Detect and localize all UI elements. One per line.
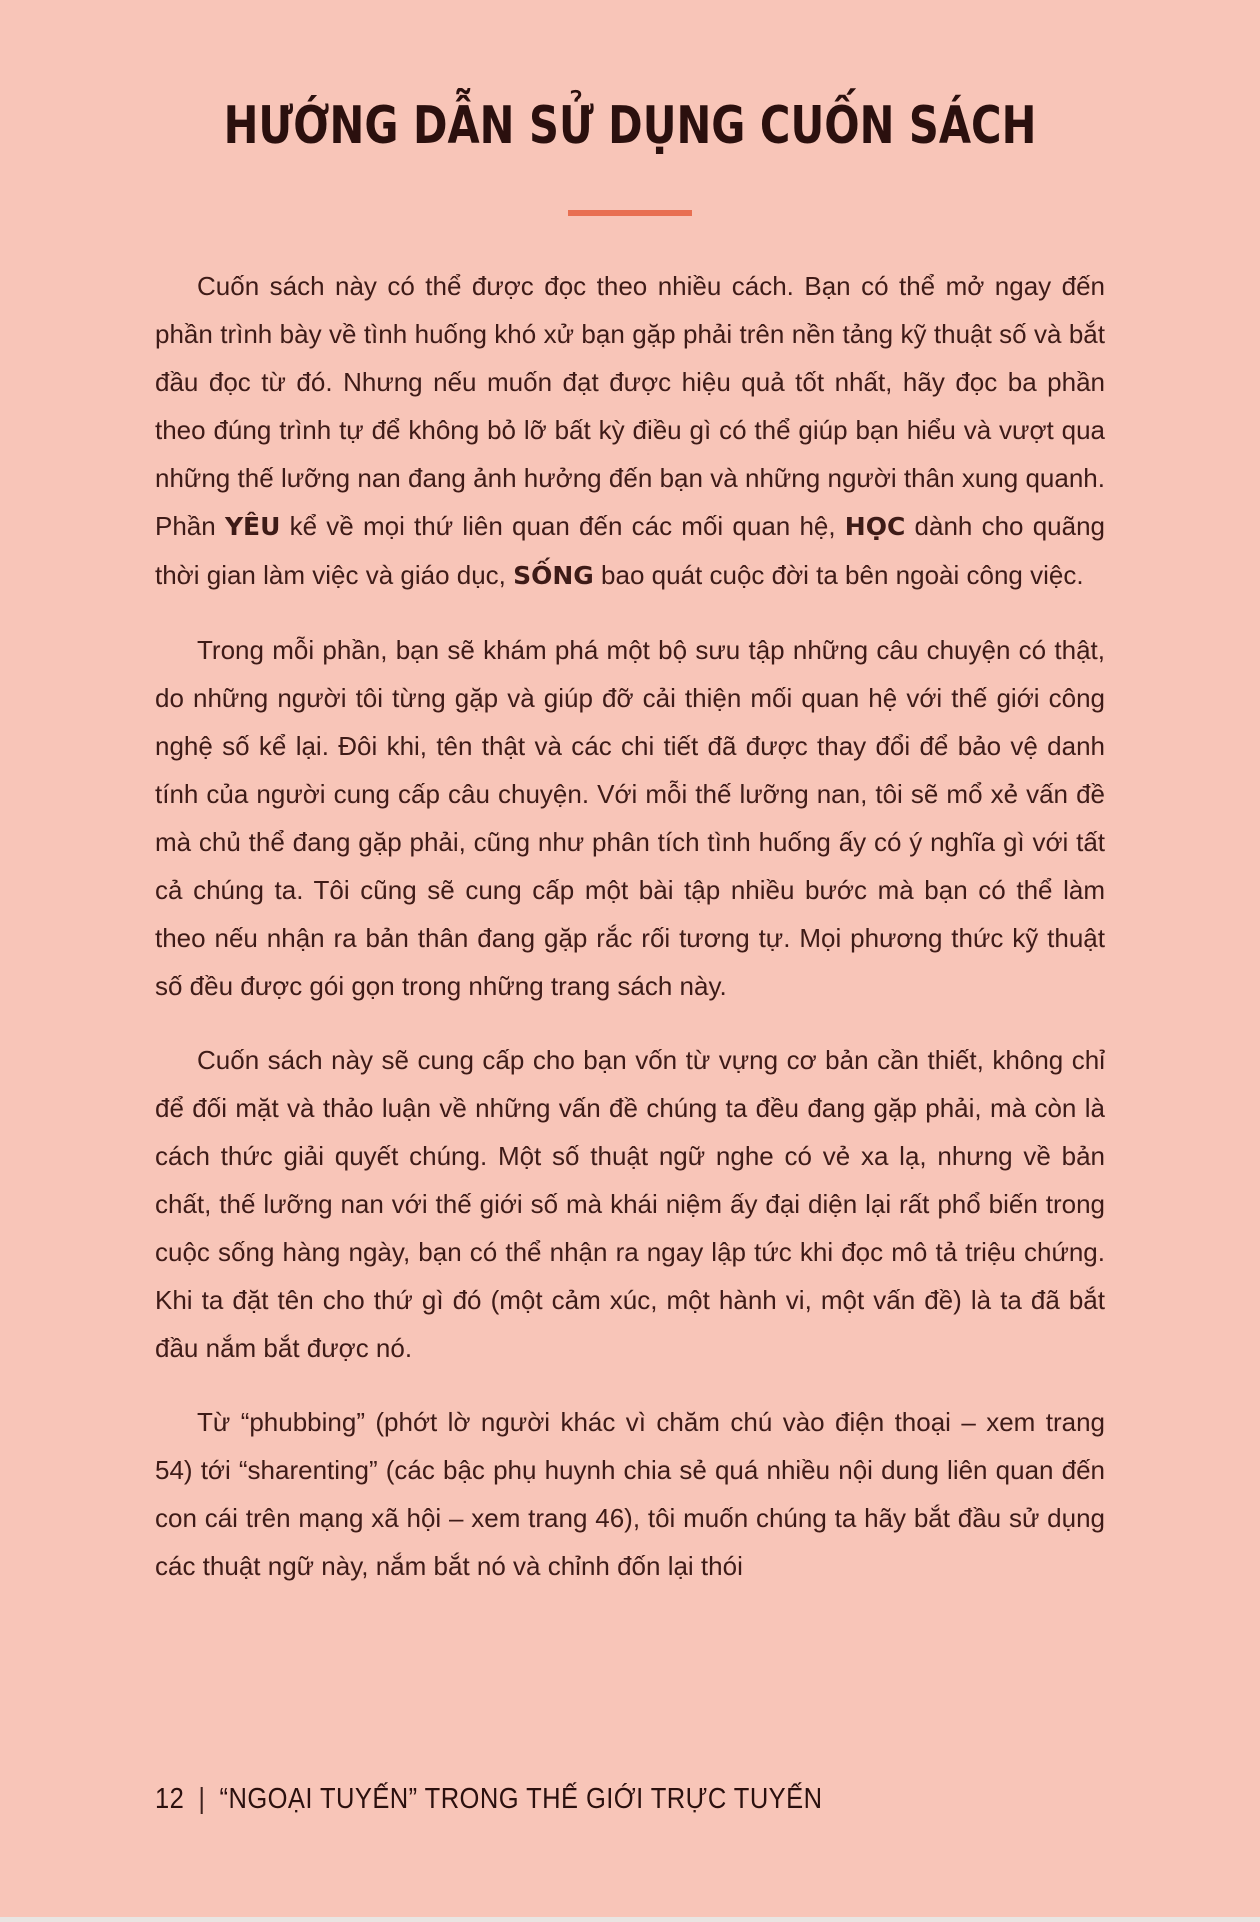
paragraph — [155, 1398, 1105, 1590]
bold-keyword: SỐNG — [513, 561, 594, 590]
paragraph — [155, 262, 1105, 600]
title-wrap — [0, 96, 1260, 156]
text-run: Cuốn sách này có thể được đọc theo nhiều cách. Bạn có thể mở ngay đến phần trình bày về tình huống khó xử bạn gặp phải trên nền tảng kỹ thuật số và bắt đầu đọc từ đó. Nhưng nếu muốn đạt được hiệu quả tốt nhất, hãy đọc ba phần theo đúng trình tự để không bỏ lỡ bất kỳ điều gì có thể giúp bạn hiểu và vượt qua những thế lưỡng nan đang ảnh hưởng đến bạn và những người thân xung quanh. Phần — [155, 271, 1105, 541]
section-divider — [568, 210, 692, 216]
text-run: Từ “phubbing” (phớt lờ người khác vì chăm chú vào điện thoại – xem trang 54) tới “sharenting” (các bậc phụ huynh chia sẻ quá nhiều nội dung liên quan đến con cái trên mạng xã hội – xem trang 46), tôi muốn chúng ta hãy bắt đầu sử dụng các thuật ngữ này, nắm bắt nó và chỉnh đốn lại thói — [155, 1407, 1105, 1581]
text-run: kể về mọi thứ liên quan đến các mối quan hệ, — [280, 511, 845, 541]
text-run: dành cho quãng thời gian làm việc và giáo dục, — [155, 511, 1105, 590]
page-footer — [155, 1783, 822, 1816]
page-title: HƯỚNG DẪN SỬ DỤNG CUỐN SÁCH — [223, 96, 1037, 156]
paragraph — [155, 1036, 1105, 1372]
text-run: bao quát cuộc đời ta bên ngoài công việc. — [593, 560, 1084, 590]
text-run: Trong mỗi phần, bạn sẽ khám phá một bộ sưu tập những câu chuyện có thật, do những người tôi từng gặp và giúp đỡ cải thiện mối quan hệ với thế giới công nghệ số kể lại. Đôi khi, tên thật và các chi tiết đã được thay đổi để bảo vệ danh tính của người cung cấp câu chuyện. Với mỗi thế lưỡng nan, tôi sẽ mổ xẻ vấn đề mà chủ thể đang gặp phải, cũng như phân tích tình huống ấy có ý nghĩa gì với tất cả chúng ta. Tôi cũng sẽ cung cấp một bài tập nhiều bước mà bạn có thể làm theo nếu nhận ra bản thân đang gặp rắc rối tương tự. Mọi phương thức kỹ thuật số đều được gói gọn trong những trang sách này. — [155, 635, 1105, 1001]
body-text — [155, 262, 1105, 1590]
scan-edge — [0, 1917, 1260, 1922]
footer-separator: | — [198, 1783, 206, 1815]
text-run: Cuốn sách này sẽ cung cấp cho bạn vốn từ vựng cơ bản cần thiết, không chỉ để đối mặt và thảo luận về những vấn đề chúng ta đều đang gặp phải, mà còn là cách thức giải quyết chúng. Một số thuật ngữ nghe có vẻ xa lạ, nhưng về bản chất, thế lưỡng nan với thế giới số mà khái niệm ấy đại diện lại rất phổ biến trong cuộc sống hàng ngày, bạn có thể nhận ra ngay lập tức khi đọc mô tả triệu chứng. Khi ta đặt tên cho thứ gì đó (một cảm xúc, một hành vi, một vấn đề) là ta đã bắt đầu nắm bắt được nó. — [155, 1045, 1105, 1363]
bold-keyword: YÊU — [224, 512, 281, 541]
page-number: 12 — [155, 1783, 185, 1815]
bold-keyword: HỌC — [844, 512, 906, 541]
paragraph — [155, 626, 1105, 1010]
running-title: “NGOẠI TUYẾN” TRONG THẾ GIỚI TRỰC TUYẾN — [219, 1783, 823, 1815]
